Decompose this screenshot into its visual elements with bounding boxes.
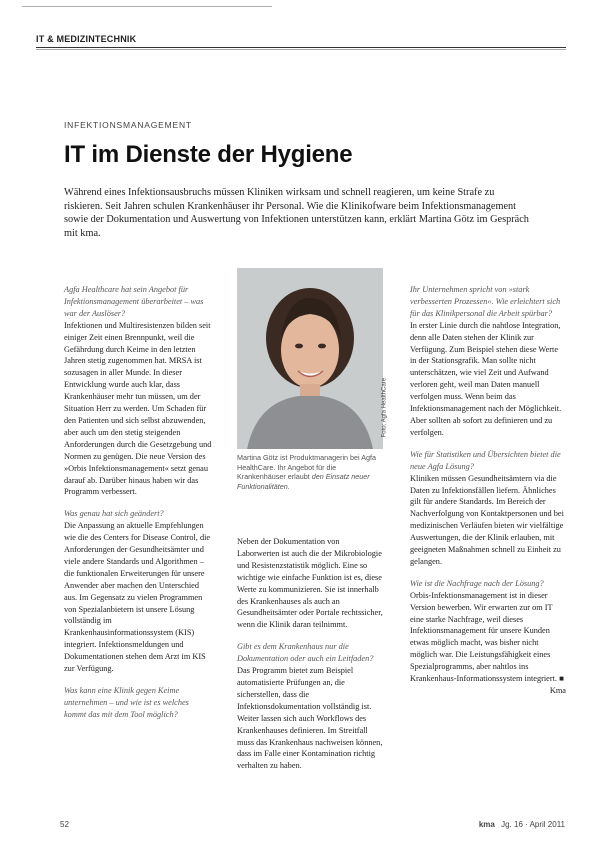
page-number: 52 [60,820,69,829]
interview-question: Gibt es dem Krankenhaus nur die Dokumentation oder auch ein Leitfaden? [237,642,374,664]
interview-question: Ihr Unternehmen spricht von »stark verbesserten Prozessen«. Wie erleichtert sich für das Klinikpersonal die Arbeit spürbar? [410,285,561,318]
publication-issue: Jg. 16 · April 2011 [501,820,565,829]
caption-text: Martina Götz ist Produktmanagerin bei Agfa HealthCare. Ihr Angebot für die Krankenhäuser erlaubt [237,453,377,482]
section-rule-thin [36,49,566,50]
answer-text: Orbis-Infektionsmanagement ist in dieser Version bewerben. Wir erwarten zur om IT eine starke Nachfrage, weil dieses Infektionsmanagement für unsere Kunden etwas möglich macht, was bisher nicht möglich war. Die Leistungsfähigkeit eines Spezialprogramms, aber nahtlos ins Krankenhaus-Informationssystem integriert. [410,590,557,684]
top-rule [22,6,272,7]
interview-answer: Das Programm bietet zum Beispiel automatisierte Prüfungen an, die sicherstellen, dass die Infektionsdokumentation vollständig ist. Weiter lassen sich auch Workflows des Krankenhauses definieren. Im Streitfall muss das Krankenhaus nachweisen können, dass im Falle einer Kontamination richtig verhalten zu haben. [237,666,383,771]
interview-question: Agfa Healthcare hat sein Angebot für Infektionsmanagement überarbeitet – was war der Auslöser? [64,285,204,318]
section-rule [36,47,566,48]
interview-answer: Infektionen und Multiresistenzen bilden seit einiger Zeit einen Brennpunkt, weil die Gefährdung durch Keime in den letzten Jahren stetig zugenommen hat. MRSA ist sozusagen in aller Munde. In dieser Entwicklung wurde auch klar, dass Krankenhäuser mehr tun müssen, um der Situation Herr zu werden. Um Schaden für den Patienten und sich selbst abzuwenden, aber auch um den stetig steigenden Anforderungen durch die Gesetzgebung und Normen zu genügen. Die neue Version des »Orbis Infektionsmanagement« setzt genau darauf ab. Darüber hinaus haben wir das Programm verbessert. [64,320,212,497]
article-title: IT im Dienste der Hygiene [64,141,353,168]
interview-answer: Die Anpassung an aktuelle Empfehlungen wie die des Centers for Disease Control, die Anforderungen der Gesundheitsämter und viele andere Standards und Algorithmen – die funktionalen Erweiterungen für unsere Anwender aber machen den Unterschied aus. Im Gegensatz zu vielen Programmen von Spezialanbietern ist unsere Lösung vollständig im Krankenhausinformationssystem (KIS) integriert. Infektionsmeldungen und Dokumentationen stehen dem Arzt im KIS zur Verfügung. [64,521,211,674]
section-label: IT & MEDIZINTECHNIK [36,34,137,44]
author-signature: Kma [549,686,566,695]
photo-caption [237,453,383,491]
text-column-3 [410,284,566,697]
interview-answer: Kliniken müssen Gesundheitsämtern via die Daten zu Infektionsfällen liefern. Ähnliches gilt für andere Standards. Im Bereich der Nachverfolgung von Kontaktpersonen und bei medizinischen Verläufen bieten wir vielfältige Auswertungen, die der Klinik erlauben, mit geeigneten Maßnahmen schnell zu Einheit zu gelangen. [410,473,564,566]
interview-question: Was genau hat sich geändert? [64,509,164,519]
article-kicker: INFEKTIONSMANAGEMENT [64,120,192,130]
photo-credit: Foto: Agfa HealthCare [381,378,387,438]
article-lead: Während eines Infektionsausbruchs müssen Kliniken wirksam und schnell reagieren, um keine Strafe zu riskieren. Seit Jahren schulen Krankenhäuser ihr Personal. Wie die Klinikofware beim Infektionsmanagement sowie der Dokumentation und Auswertung von Infektionen unterstützen kann, erklärt Martina Götz im Gespräch mit kma. [64,187,529,239]
interview-question: Wie für Statistiken und Übersichten bietet die neue Agfa Lösung? [410,449,561,471]
publication-brand: kma [478,820,495,829]
interview-answer [410,590,566,685]
interview-answer: In erster Linie durch die nahtlose Integration, denn alle Daten stehen der Klinik zur Verfügung. Zum Beispiel stehen diese Werte in der Stationsgrafik. Man sollte nicht unterschätzen, wie viel Zeit und Aufwand verloren geht, weil man Daten manuell verfolgen muss. Wenn beim das Infektionsmanagement nach der Möglichkeit. Aber sollten ab sofort zu definieren und zu verfolgen. [410,320,562,437]
caption-emphasis: den Einsatz neuer Funktionalitäten. [237,472,370,491]
portrait-illustration [237,268,383,449]
text-column-2 [237,536,383,772]
interview-answer: Neben der Dokumentation von Laborwerten ist auch die der Mikrobiologie und Resistenzstatistik möglich. Eine so wichtige wie einfache Funktion ist es, diese Werte zu kommunizieren. Sie ist innerhalb des Krankenhauses als auch an Gesundheitsämter oder Portale rechtssicher, wenn die Klinik daran teilnimmt. [237,537,383,630]
portrait-photo [237,268,387,449]
end-mark: ■ [559,674,564,684]
footer-publication [479,820,565,829]
interview-question: Wie ist die Nachfrage nach der Lösung? [410,578,544,588]
interview-question: Was kann eine Klinik gegen Keime unternehmen – und wie ist es welches kommt das mit dem Tool möglich? [64,686,189,719]
text-column-1 [64,284,212,721]
